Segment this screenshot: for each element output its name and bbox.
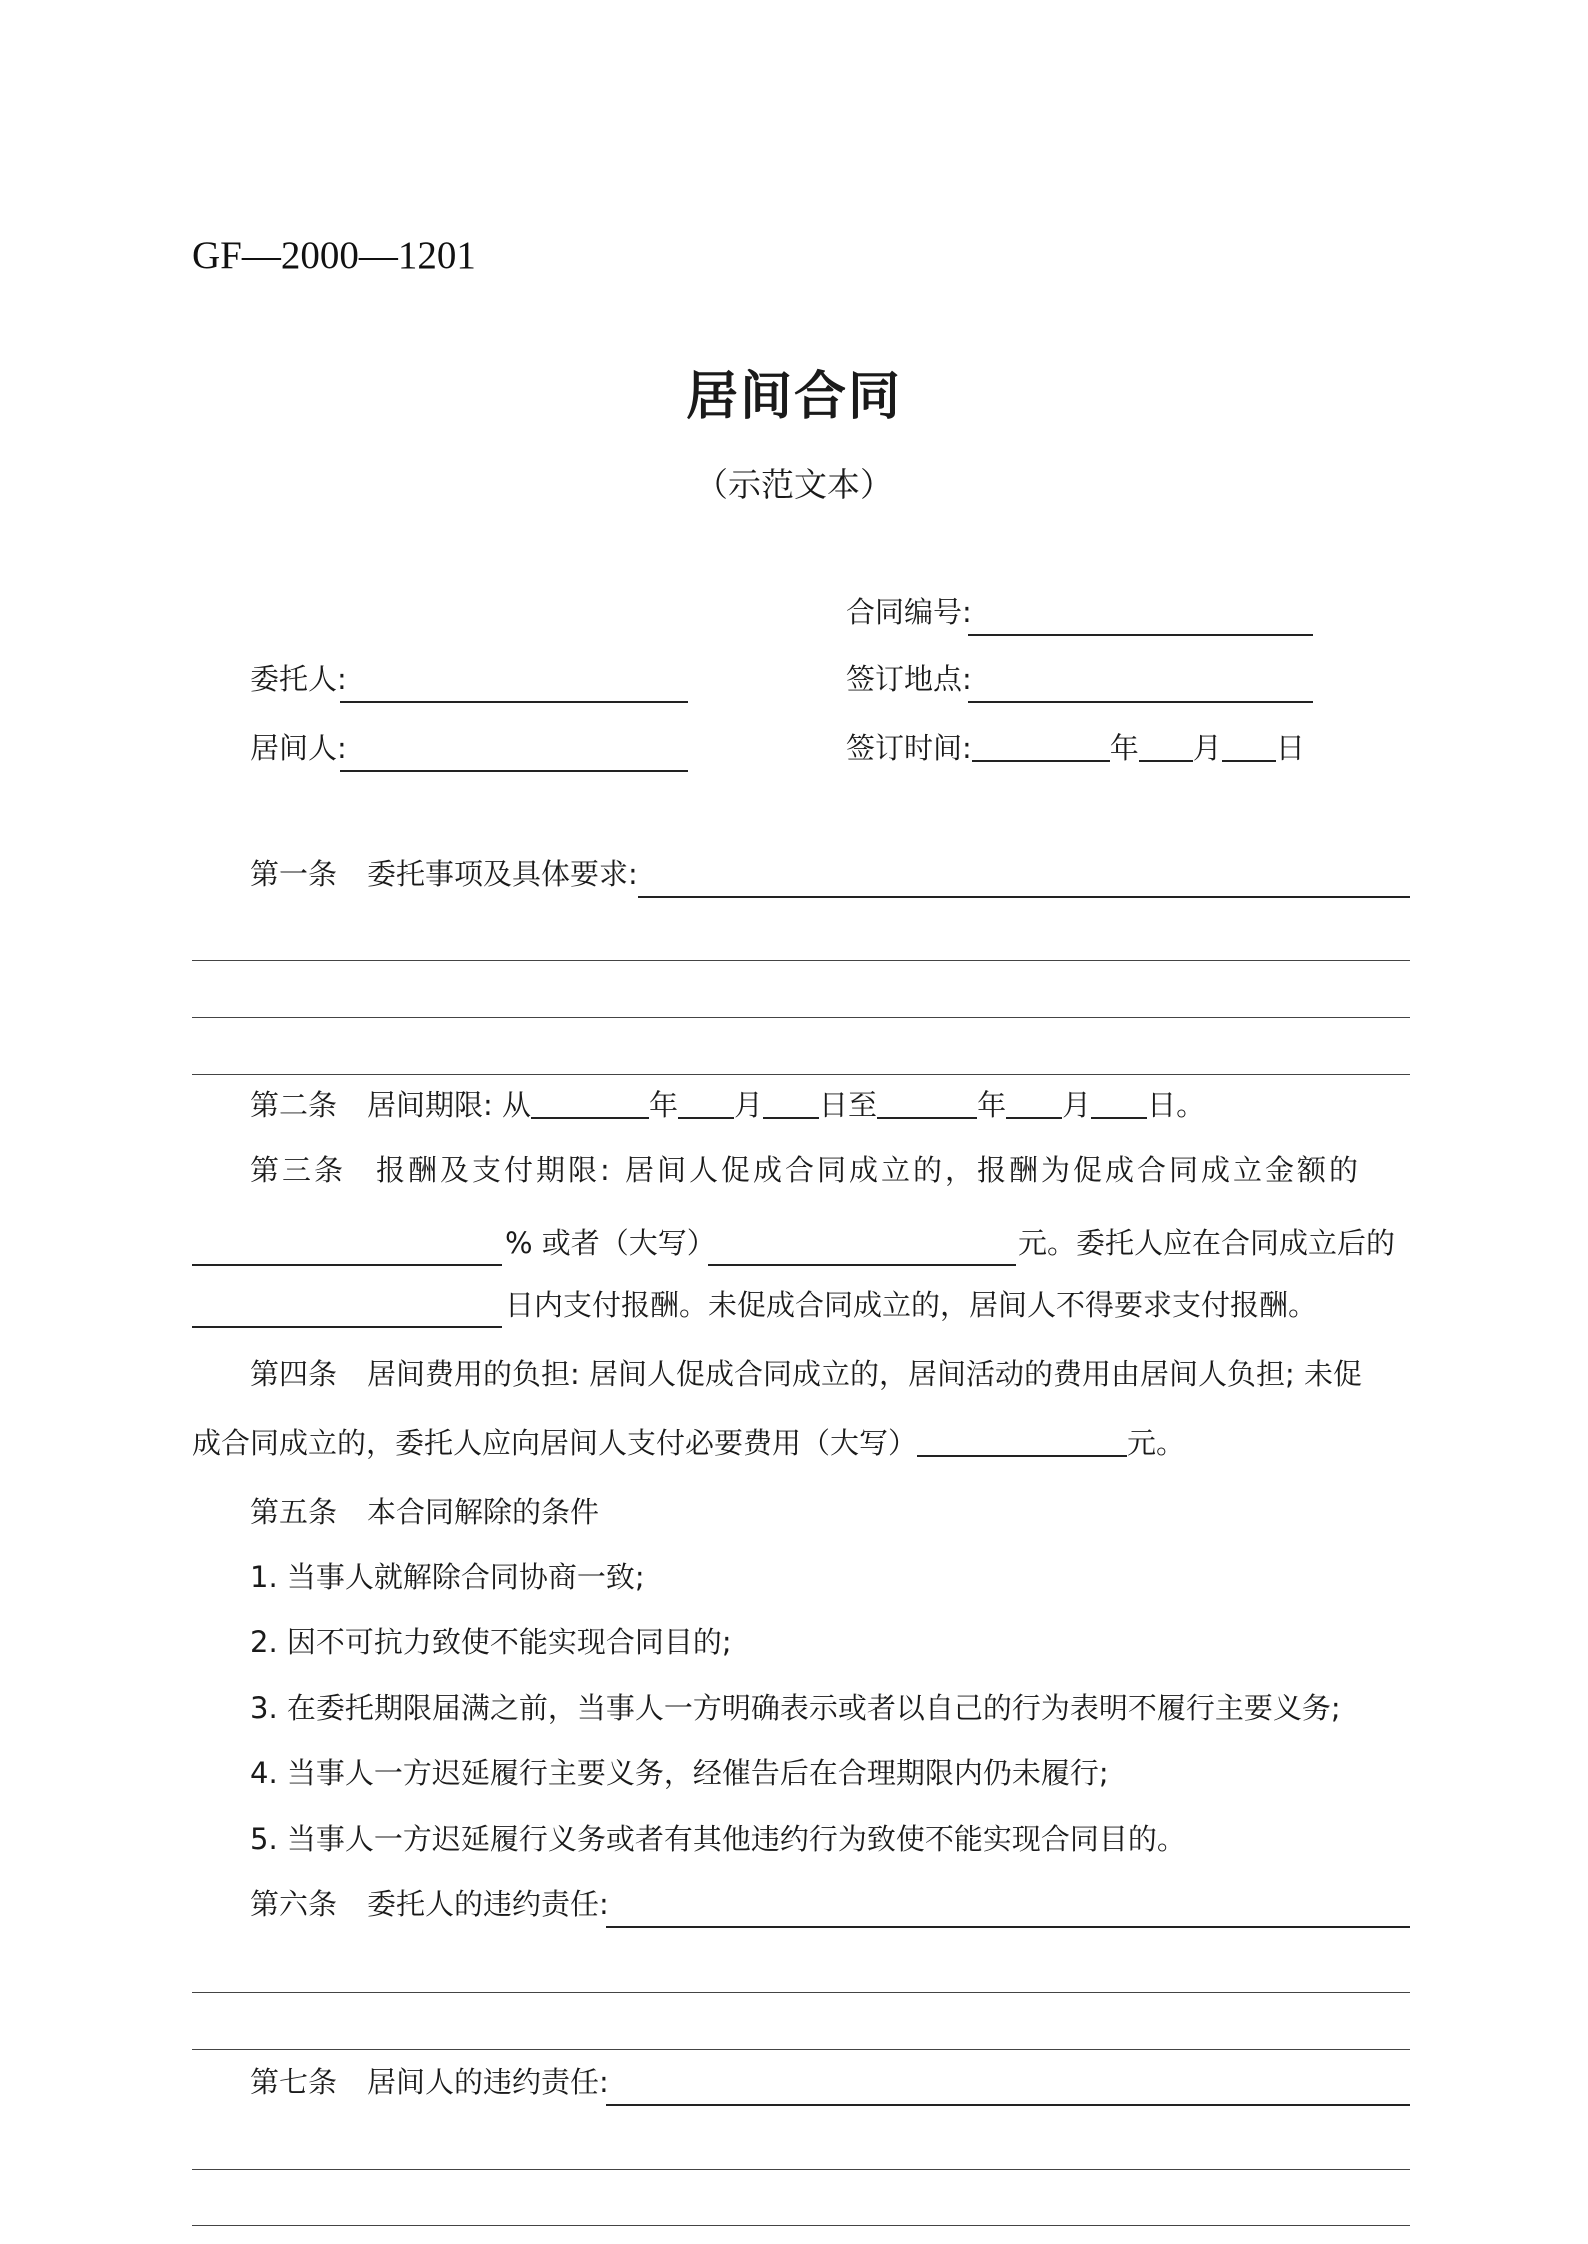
article-5-item-3: 3. 在委托期限届满之前，当事人一方明确表示或者以自己的行为表明不履行主要义务;: [250, 1691, 1341, 1725]
article-7-field[interactable]: [606, 2074, 1410, 2106]
sign-day-field[interactable]: [1222, 730, 1276, 762]
sign-month-field[interactable]: [1139, 730, 1193, 762]
year-label: 年: [977, 1088, 1007, 1122]
expense-amount-field[interactable]: [917, 1425, 1127, 1457]
sign-time-label: [846, 730, 1305, 766]
document-code: GF—2000—1201: [192, 234, 476, 277]
intermediary-label: 居间人:: [250, 731, 347, 765]
article-4: [250, 1356, 1362, 1392]
article-4-line2: [192, 1425, 1185, 1461]
article-5-num: 第五条: [250, 1495, 338, 1529]
contract-no-label: 合同编号:: [846, 595, 972, 629]
period-start-year[interactable]: [531, 1087, 649, 1119]
period-start-month[interactable]: [678, 1087, 734, 1119]
period-end-day[interactable]: [1091, 1087, 1147, 1119]
month-label: 月: [734, 1088, 764, 1122]
article-2: [250, 1087, 1205, 1123]
blank-line[interactable]: [192, 2049, 1410, 2050]
commission-percent-field[interactable]: [192, 1234, 502, 1266]
year-label: 年: [1109, 731, 1139, 765]
article-3-line2a: % 或者（大写）: [505, 1226, 716, 1260]
blank-line[interactable]: [192, 2169, 1410, 2170]
sign-year-field[interactable]: [972, 730, 1110, 762]
article-5-item-1: 1. 当事人就解除合同协商一致;: [250, 1560, 645, 1594]
article-7-text: 居间人的违约责任:: [367, 2065, 609, 2099]
article-5-text: 本合同解除的条件: [367, 1495, 600, 1529]
article-5-item-2: 2. 因不可抗力致使不能实现合同目的;: [250, 1625, 732, 1659]
payment-days-field[interactable]: [192, 1296, 502, 1328]
article-1-num: 第一条: [250, 857, 338, 891]
article-6-text: 委托人的违约责任:: [367, 1887, 609, 1921]
blank-line[interactable]: [192, 2225, 1410, 2226]
article-3-line2b: 元。委托人应在合同成立后的: [1018, 1226, 1396, 1260]
principal-label: 委托人:: [250, 662, 347, 696]
period-end-month[interactable]: [1006, 1087, 1062, 1119]
article-5: [250, 1494, 599, 1530]
sign-place-field[interactable]: [968, 671, 1313, 703]
article-4-num: 第四条: [250, 1357, 338, 1391]
article-3-text: 报酬及支付期限: 居间人促成合同成立的，报酬为促成合同成立金额的: [376, 1153, 1362, 1187]
principal-field[interactable]: [340, 671, 688, 703]
intermediary-field[interactable]: [340, 740, 688, 772]
article-1: [250, 856, 638, 892]
article-3-num: 第三条: [250, 1153, 347, 1187]
article-2-text: 居间期限: 从: [367, 1088, 532, 1122]
article-2-num: 第二条: [250, 1088, 338, 1122]
sign-time-label-text: 签订时间:: [846, 731, 972, 765]
commission-amount-field[interactable]: [708, 1234, 1016, 1266]
article-4-text: 居间费用的负担: 居间人促成合同成立的，居间活动的费用由居间人负担; 未促: [367, 1357, 1362, 1391]
article-7: [250, 2064, 609, 2100]
article-4-line2a: 成合同成立的，委托人应向居间人支付必要费用（大写）: [192, 1426, 918, 1460]
blank-line[interactable]: [192, 960, 1410, 961]
sign-place-label: 签订地点:: [846, 662, 972, 696]
article-6: [250, 1886, 609, 1922]
article-6-field[interactable]: [606, 1896, 1410, 1928]
article-1-text: 委托事项及具体要求:: [367, 857, 638, 891]
day-to-label: 日至: [819, 1088, 878, 1122]
month-label: 月: [1192, 731, 1222, 765]
article-5-item-4: 4. 当事人一方迟延履行主要义务，经催告后在合理期限内仍未履行;: [250, 1756, 1109, 1790]
article-4-line2b: 元。: [1127, 1426, 1186, 1460]
blank-line[interactable]: [192, 1074, 1410, 1075]
month-label: 月: [1062, 1088, 1092, 1122]
period-start-day[interactable]: [763, 1087, 819, 1119]
day-label: 日: [1275, 731, 1305, 765]
article-7-num: 第七条: [250, 2065, 338, 2099]
article-5-item-5: 5. 当事人一方迟延履行义务或者有其他违约行为致使不能实现合同目的。: [250, 1822, 1186, 1856]
blank-line[interactable]: [192, 1992, 1410, 1993]
article-1-field[interactable]: [638, 866, 1410, 898]
period-end-year[interactable]: [877, 1087, 977, 1119]
article-3: [250, 1152, 1361, 1188]
year-label: 年: [649, 1088, 679, 1122]
day-end-label: 日。: [1147, 1088, 1206, 1122]
blank-line[interactable]: [192, 1017, 1410, 1018]
contract-no-field[interactable]: [968, 604, 1313, 636]
document-title: 居间合同: [685, 367, 902, 427]
document-subtitle: （示范文本）: [695, 465, 893, 504]
article-6-num: 第六条: [250, 1887, 338, 1921]
article-3-line3: 日内支付报酬。未促成合同成立的，居间人不得要求支付报酬。: [505, 1288, 1318, 1322]
